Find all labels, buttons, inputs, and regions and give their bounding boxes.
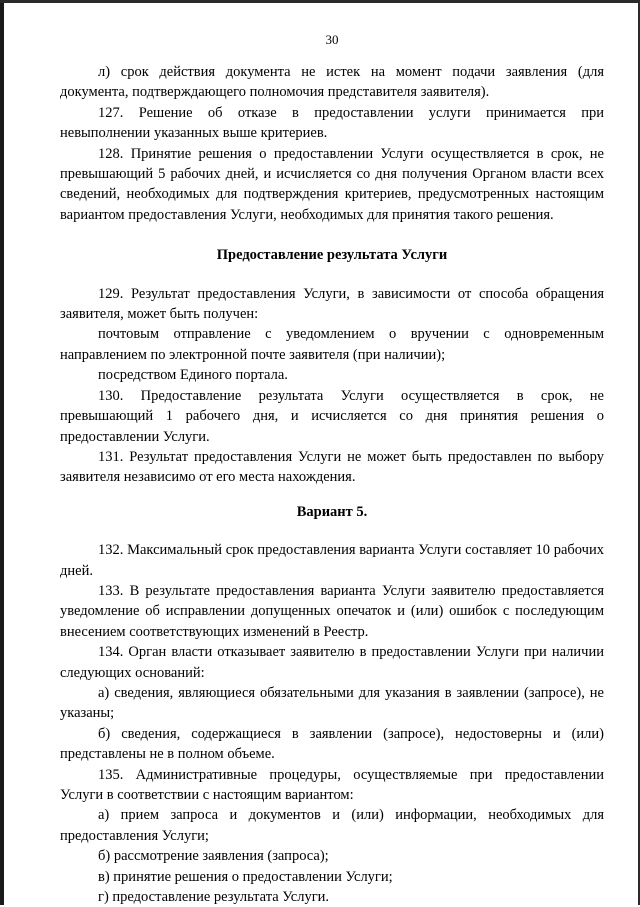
page-number: 30 [325,32,339,47]
paragraph-128: 128. Принятие решения о предоставлении Услуги осуществляется в срок, не превышающий 5 рабочих дней, и исчисляется со дня получения Органом власти всех сведений, необходимых для подтверждения критериев, предусмотренных настоящим вариантом предоставления Услуги, необходимых для принятия такого решения. [60,145,604,223]
paragraph-132: 132. Максимальный срок предоставления варианта Услуги составляет 10 рабочих дней. [60,542,604,579]
paragraph-135-v: в) принятие решения о предоставлении Услуги; [98,868,393,885]
paragraph-135-a: а) прием запроса и документов и (или) информации, необходимых для предоставления Услуги; [60,807,604,844]
page-content [60,30,604,907]
paragraph-134-a: а) сведения, являющиеся обязательными для указания в заявлении (запросе), не указаны; [60,684,604,722]
paragraph-135-g: г) предоставление результата Услуги. [98,889,330,906]
paragraph-130: 130. Предоставление результата Услуги осуществляется в срок, не превышающий 1 рабочего дня, и исчисляется со дня принятия решения о предоставлении Услуги. [60,387,604,445]
paragraph-135: 135. Административные процедуры, осуществляемые при предоставлении Услуги в соответствии с настоящим вариантом: [60,766,604,803]
paragraph-131: 131. Результат предоставления Услуги не может быть предоставлен по выбору заявителя независимо от его места нахождения. [60,448,604,486]
paragraph-135-b: б) рассмотрение заявления (запроса); [98,848,329,865]
section-heading-result: Предоставление результата Услуги [216,247,448,264]
paragraph-129: 129. Результат предоставления Услуги, в зависимости от способа обращения заявителя, может быть получен: [60,285,604,323]
paragraph-129-portal: посредством Единого портала. [98,367,288,384]
paragraph-133: 133. В результате предоставления варианта Услуги заявителю предоставляется уведомление об исправлении допущенных опечаток и (или) ошибок с последующим внесением соответствующих изменений в Реестр. [60,582,604,640]
paragraph-l: л) срок действия документа не истек на момент подачи заявления (для документа, подтверждающего полномочия представителя заявителя). [60,64,604,101]
paragraph-127: 127. Решение об отказе в предоставлении услуги принимается при невыполнении указанных выше критериев. [60,104,604,142]
scan-edge-left [0,0,4,905]
paragraph-134-b: б) сведения, содержащиеся в заявлении (запросе), недостоверны и (или) представлены не в полном объеме. [60,725,604,763]
scan-edge-top [0,0,640,3]
paragraph-134: 134. Орган власти отказывает заявителю в предоставлении Услуги при наличии следующих оснований: [60,644,604,681]
section-heading-variant-5: Вариант 5. [296,503,368,520]
paragraph-129-mail: почтовым отправление с уведомлением о вручении с одновременным направлением по электронной почте заявителя (при наличии); [60,326,604,363]
